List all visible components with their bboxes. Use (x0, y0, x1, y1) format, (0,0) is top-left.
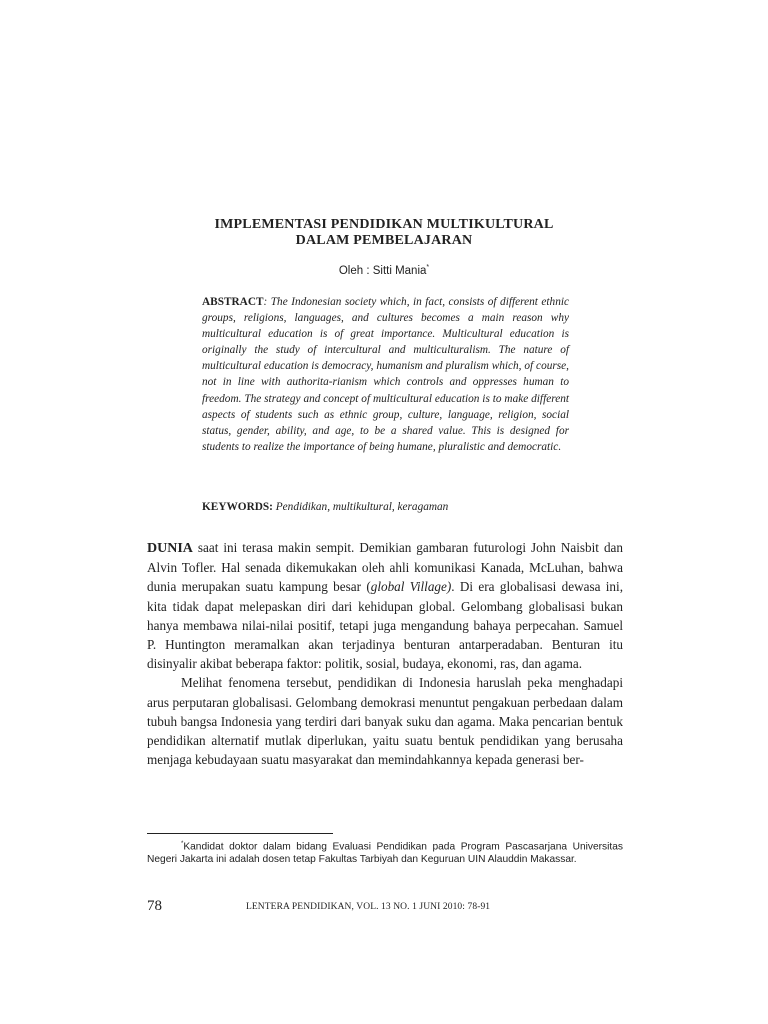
paragraph-1-part-a: saat ini terasa makin sempit. Demikian gambaran futurologi John Naisbit dan Alvin Tofler. Hal senada dikemukakan oleh ahli komunikasi Kanada, McLuhan, bahwa dunia merupakan suatu kampung besar ( (147, 540, 623, 595)
paragraph-1-part-b: . Di era globalisasi dewasa ini, kita tidak dapat melepaskan diri dari kehidupan global. Gelombang globalisasi bukan hanya membawa nilai-nilai positif, tetapi juga mengandung bahaya perpecahan. Samuel P. Huntington meramalkan akan terjadinya benturan antarperadaban. Benturan itu disinyalir akibat beberapa faktor: politik, sosial, budaya, ekonomi, ras, dan agama. (147, 579, 623, 672)
abstract (202, 294, 569, 455)
footnote-body (147, 838, 623, 867)
keywords (202, 499, 569, 515)
footnote-mark: * (181, 841, 184, 847)
paragraph-2: Melihat fenomena tersebut, pendidikan di Indonesia haruslah peka menghadapi arus perputaran globalisasi. Gelombang demokrasi menuntut pengakuan perbedaan dalam tubuh bangsa Indonesia yang terdiri dari banyak suku dan agama. Maka pencarian bentuk pendidikan alternatif mutlak diperlukan, yaitu suatu bentuk pendidikan yang berusaha menjaga kebudayaan suatu masyarakat dan memindahkannya kepada generasi ber- (147, 675, 623, 768)
keywords-text: Pendidikan, multikultural, keragaman (272, 501, 449, 513)
body-text (147, 538, 623, 769)
author-line (148, 264, 620, 277)
page-number: 78 (147, 898, 162, 914)
title-line-1: IMPLEMENTASI PENDIDIKAN MULTIKULTURAL (214, 217, 554, 232)
footnote (147, 838, 623, 867)
abstract-text: : The Indonesian society which, in fact, consists of different ethnic groups, religions, languages, and cultures becomes a main reason why multicultural education is of great importance. Multicultural education is originally the study of intercultural and multiculturalism. The nature of multicultural education is democracy, humanism and pluralism which, of course, not in line with authorita-rianism which controls and oppresses human to freedom. The strategy and concept of multicultural education is to make different aspects of students such as ethnic group, culture, language, religion, social status, gender, ability, and age, to be a shared value. This is designed for students to realize the importance of being humane, pluralistic and democratic. (202, 296, 569, 453)
keywords-label: KEYWORDS: (202, 501, 273, 513)
author-footnote-mark: * (426, 264, 430, 271)
lead-word: DUNIA (147, 541, 193, 556)
title-line-2: DALAM PEMBELAJARAN (295, 233, 473, 248)
author-name: Oleh : Sitti Mania (338, 264, 427, 277)
journal-citation: LENTERA PENDIDIKAN, VOL. 13 NO. 1 JUNI 2010: 78-91 (246, 902, 491, 912)
abstract-label: ABSTRACT (202, 296, 264, 308)
footnote-text: Kandidat doktor dalam bidang Evaluasi Pendidikan pada Program Pascasarjana Universitas Negeri Jakarta ini adalah dosen tetap Fakultas Tarbiyah dan Keguruan UIN Alauddin Makassar. (147, 841, 623, 865)
paragraph-1 (147, 538, 623, 673)
footnote-divider (147, 833, 333, 834)
paragraph-1-italic: global Village) (370, 579, 452, 595)
article-title (148, 217, 620, 249)
